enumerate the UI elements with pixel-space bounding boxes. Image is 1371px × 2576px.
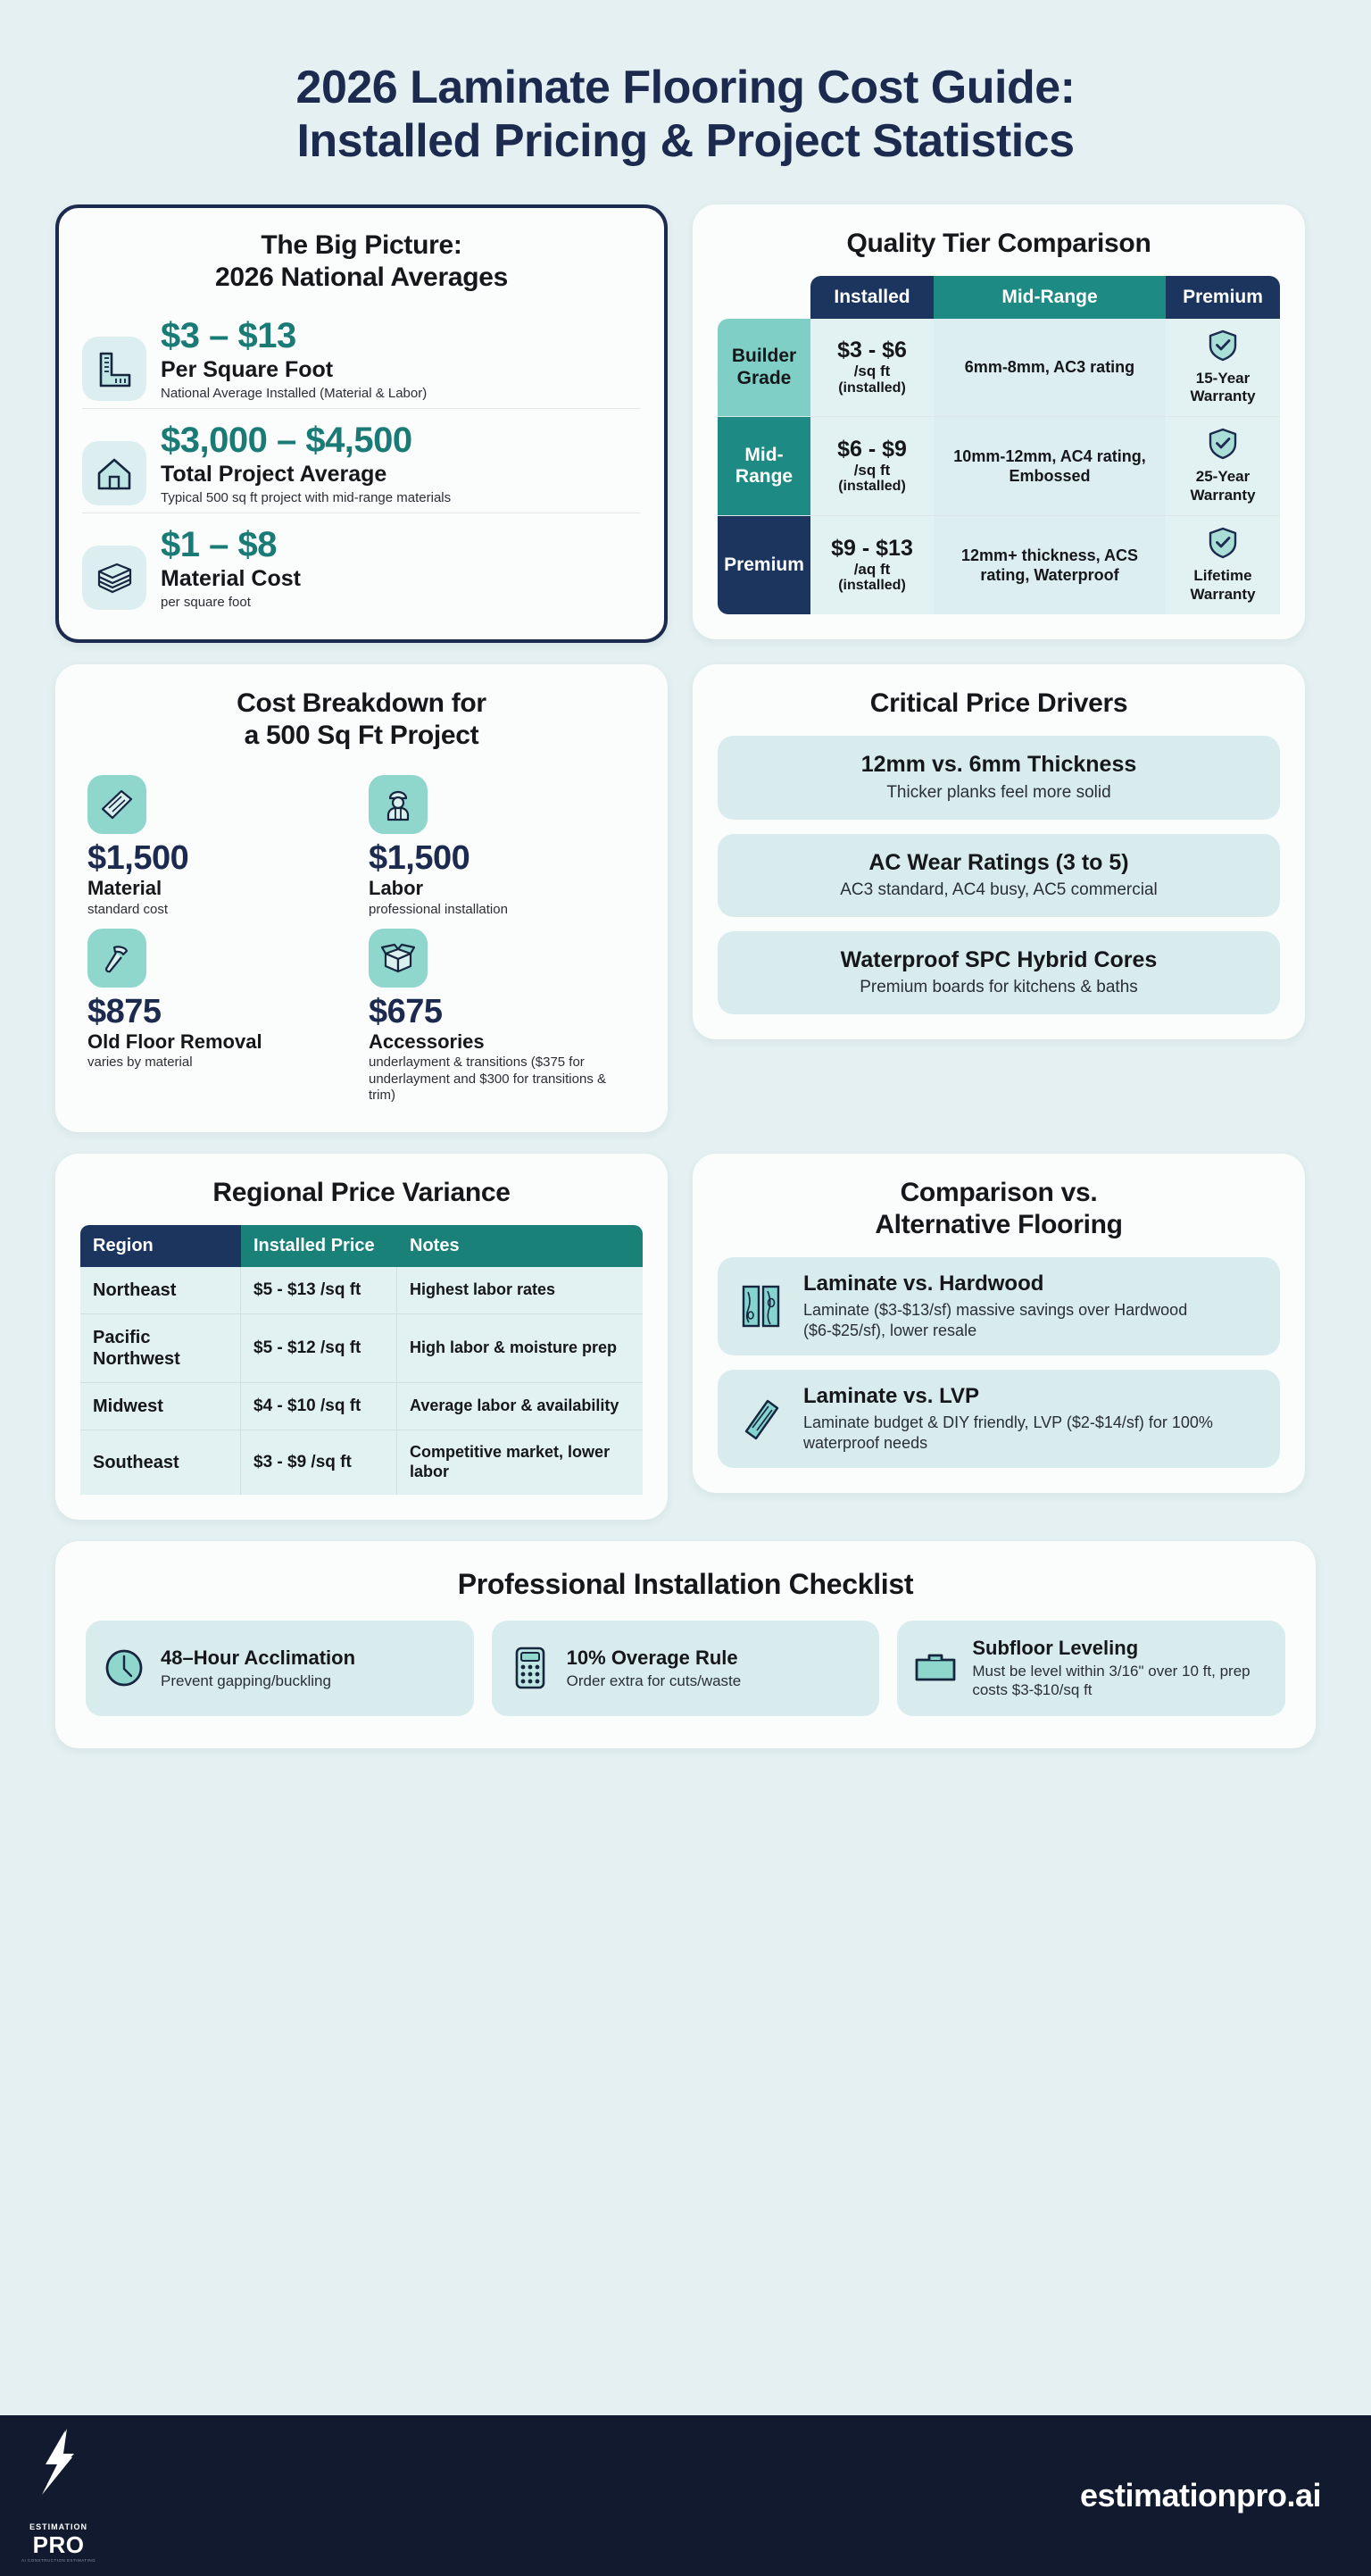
column-left-mid — [55, 664, 668, 1132]
price-driver-sub: AC3 standard, AC4 busy, AC5 commercial — [840, 880, 1158, 900]
big-picture-label: Total Project Average — [161, 461, 387, 487]
big-picture-label: Material Cost — [161, 565, 301, 591]
big-picture-sub: per square foot — [161, 594, 251, 610]
cost-breakdown-grid — [80, 768, 643, 1107]
notes-cell: Competitive market, lower labor — [397, 1430, 643, 1495]
cost-sub: underlayment & transitions ($375 for underlayment and $300 for transitions & trim) — [369, 1055, 606, 1103]
page-title-line-1: 2026 Laminate Flooring Cost Guide: — [295, 62, 1076, 113]
comparison-item-sub: Laminate budget & DIY friendly, LVP ($2-$14/sf) for 100% waterproof needs — [803, 1413, 1213, 1452]
checklist-grid — [86, 1621, 1285, 1715]
card-cost-breakdown — [55, 664, 668, 1132]
price-cell: $4 - $10 /sq ft — [241, 1383, 397, 1430]
region-cell: Midwest — [80, 1383, 241, 1430]
big-picture-value: $3 – $13 — [161, 315, 296, 355]
level-icon — [911, 1649, 960, 1687]
table-header-cell: Installed Price — [241, 1225, 397, 1267]
checklist-item-sub: Order extra for cuts/waste — [566, 1671, 742, 1689]
checklist-text — [161, 1646, 355, 1690]
table-header-cell: Installed — [810, 276, 934, 319]
big-picture-title-line-1: The Big Picture: — [261, 229, 462, 260]
table-row — [80, 1383, 643, 1430]
column-left-bottom — [55, 1154, 668, 1520]
page-title-line-2: Installed Pricing & Project Statistics — [296, 115, 1075, 168]
cost-value: $1,500 — [87, 839, 189, 878]
big-picture-text — [161, 421, 641, 507]
lightning-bolt-icon — [33, 2429, 85, 2521]
checklist-title: Professional Installation Checklist — [457, 1568, 914, 1601]
column-right-mid — [693, 664, 1305, 1132]
price-driver-title: Waterproof SPC Hybrid Cores — [840, 946, 1158, 972]
region-cell: Southeast — [80, 1430, 241, 1495]
cost-breakdown-title-line-2: a 500 Sq Ft Project — [244, 721, 479, 751]
cost-item — [80, 768, 361, 921]
table-row — [718, 516, 1280, 614]
cost-value: $875 — [87, 993, 162, 1031]
brand-logo — [21, 2429, 96, 2563]
comparison-item-title: Laminate vs. LVP — [803, 1384, 979, 1409]
card-quality-tier — [693, 204, 1305, 639]
cost-label: Old Floor Removal — [87, 1030, 262, 1054]
big-picture-row — [82, 408, 641, 513]
big-picture-label: Per Square Foot — [161, 356, 334, 382]
brand-pro: PRO — [32, 2531, 85, 2558]
plank-icon — [87, 775, 146, 834]
regional-table — [80, 1225, 643, 1495]
column-right-bottom — [693, 1154, 1305, 1520]
page-title — [0, 0, 1371, 169]
price-driver-sub: Premium boards for kitchens & baths — [860, 978, 1138, 997]
card-big-picture — [55, 204, 668, 644]
card-comparison — [693, 1154, 1305, 1493]
planks-icon — [82, 546, 146, 610]
big-picture-sub: National Average Installed (Material & Labor) — [161, 385, 428, 401]
table-header-cell: Notes — [397, 1225, 643, 1267]
content-grid — [0, 169, 1371, 1521]
tier-label: Builder Grade — [718, 319, 810, 417]
column-right-top — [693, 204, 1305, 644]
table-header-cell-blank — [718, 276, 810, 319]
cost-sub: professional installation — [369, 901, 508, 917]
regional-title: Regional Price Variance — [212, 1178, 511, 1208]
big-picture-title-line-2: 2026 National Averages — [214, 262, 508, 292]
checklist-item-sub: Must be level within 3/16" over 10 ft, prep costs $3-$10/sq ft — [972, 1663, 1251, 1699]
checklist-item-title: 10% Overage Rule — [566, 1646, 738, 1669]
notes-cell: Average labor & availability — [397, 1383, 643, 1430]
tier-warranty-cell: 25-Year Warranty — [1166, 417, 1280, 515]
comparison-text — [803, 1384, 1264, 1454]
cost-item — [361, 921, 643, 1107]
table-header-row — [80, 1225, 643, 1267]
notes-cell: High labor & moisture prep — [397, 1314, 643, 1382]
big-picture-value: $1 – $8 — [161, 524, 277, 564]
comparison-item — [718, 1370, 1280, 1468]
region-cell: Pacific Northwest — [80, 1314, 241, 1382]
big-picture-sub: Typical 500 sq ft project with mid-range materials — [161, 489, 452, 505]
checklist-text — [567, 1646, 742, 1690]
tier-price-cell: $3 - $6 /sq ft (installed) — [810, 319, 934, 417]
comparison-title-line-2: Alternative Flooring — [875, 1210, 1123, 1240]
cost-sub: standard cost — [87, 901, 169, 917]
price-driver-item — [718, 736, 1280, 819]
region-cell: Northeast — [80, 1267, 241, 1313]
brand-tagline: AI CONSTRUCTION ESTIMATING — [21, 2558, 96, 2563]
shield-check-icon — [1208, 527, 1238, 563]
price-drivers-title: Critical Price Drivers — [869, 688, 1128, 719]
table-header-cell: Premium — [1166, 276, 1280, 319]
comparison-item-title: Laminate vs. Hardwood — [803, 1271, 1044, 1296]
brand-name: ESTIMATION — [29, 2522, 87, 2531]
checklist-item — [492, 1621, 880, 1715]
ruler-icon — [82, 337, 146, 401]
cost-item — [361, 768, 643, 921]
shield-check-icon — [1208, 428, 1238, 464]
table-row — [80, 1314, 643, 1383]
table-row — [80, 1430, 643, 1495]
price-driver-title: 12mm vs. 6mm Thickness — [860, 752, 1137, 778]
wood-planks-icon — [734, 1281, 789, 1331]
cost-label: Labor — [369, 877, 424, 900]
tier-label: Premium — [718, 516, 810, 614]
footer — [0, 2415, 1371, 2576]
table-row — [80, 1267, 643, 1314]
box-icon — [369, 929, 428, 988]
big-picture-title — [82, 229, 641, 294]
worker-icon — [369, 775, 428, 834]
tier-label: Mid-Range — [718, 417, 810, 515]
cost-label: Accessories — [369, 1030, 485, 1054]
tier-spec-cell: 10mm-12mm, AC4 rating, Embossed — [934, 417, 1166, 515]
big-picture-row — [82, 310, 641, 408]
tier-price-cell: $6 - $9 /sq ft (installed) — [810, 417, 934, 515]
tier-warranty-cell: Lifetime Warranty — [1166, 516, 1280, 614]
column-left-top — [55, 204, 668, 644]
tier-spec-cell: 6mm-8mm, AC3 rating — [934, 319, 1166, 417]
card-installation-checklist — [55, 1541, 1316, 1747]
tier-warranty-cell: 15-Year Warranty — [1166, 319, 1280, 417]
quality-tier-table — [718, 276, 1280, 614]
comparison-text — [803, 1271, 1264, 1341]
calculator-icon — [506, 1646, 554, 1690]
card-price-drivers — [693, 664, 1305, 1039]
house-icon — [82, 441, 146, 505]
table-row — [718, 417, 1280, 516]
vinyl-plank-icon — [734, 1394, 789, 1444]
price-driver-item — [718, 834, 1280, 917]
cost-label: Material — [87, 877, 162, 900]
checklist-item-sub: Prevent gapping/buckling — [161, 1671, 331, 1689]
cost-sub: varies by material — [87, 1055, 193, 1071]
price-driver-sub: Thicker planks feel more solid — [886, 782, 1111, 802]
price-cell: $5 - $12 /sq ft — [241, 1314, 397, 1382]
quality-tier-title: Quality Tier Comparison — [846, 228, 1151, 258]
price-cell: $3 - $9 /sq ft — [241, 1430, 397, 1495]
cost-item — [80, 921, 361, 1107]
comparison-item-sub: Laminate ($3-$13/sf) massive savings over Hardwood ($6-$25/sf), lower resale — [803, 1301, 1188, 1340]
cost-breakdown-title-line-1: Cost Breakdown for — [237, 688, 486, 719]
cost-value: $675 — [369, 993, 443, 1031]
clock-icon — [100, 1646, 148, 1689]
big-picture-row — [82, 513, 641, 617]
price-driver-title: AC Wear Ratings (3 to 5) — [868, 849, 1129, 875]
big-picture-value: $3,000 – $4,500 — [161, 420, 412, 460]
shield-check-icon — [1208, 329, 1238, 366]
big-picture-text — [161, 317, 641, 403]
checklist-item-title: 48–Hour Acclimation — [161, 1646, 356, 1669]
cost-breakdown-title — [80, 688, 643, 752]
price-driver-item — [718, 931, 1280, 1014]
hammer-icon — [87, 929, 146, 988]
table-header-row — [718, 276, 1280, 319]
checklist-item-title: Subfloor Leveling — [972, 1637, 1139, 1660]
table-header-cell: Mid-Range — [934, 276, 1166, 319]
price-cell: $5 - $13 /sq ft — [241, 1267, 397, 1313]
tier-spec-cell: 12mm+ thickness, ACS rating, Waterproof — [934, 516, 1166, 614]
tier-price-cell: $9 - $13 /aq ft (installed) — [810, 516, 934, 614]
table-row — [718, 319, 1280, 418]
notes-cell: Highest labor rates — [397, 1267, 643, 1313]
table-header-cell: Region — [80, 1225, 241, 1267]
comparison-title-line-1: Comparison vs. — [900, 1178, 1098, 1208]
comparison-title — [718, 1177, 1280, 1241]
checklist-item — [897, 1621, 1285, 1715]
big-picture-text — [161, 526, 641, 612]
card-regional-price — [55, 1154, 668, 1520]
checklist-text — [972, 1637, 1271, 1699]
footer-url: estimationpro.ai — [1079, 2477, 1321, 2513]
cost-value: $1,500 — [369, 839, 470, 878]
comparison-item — [718, 1257, 1280, 1355]
checklist-item — [86, 1621, 474, 1715]
